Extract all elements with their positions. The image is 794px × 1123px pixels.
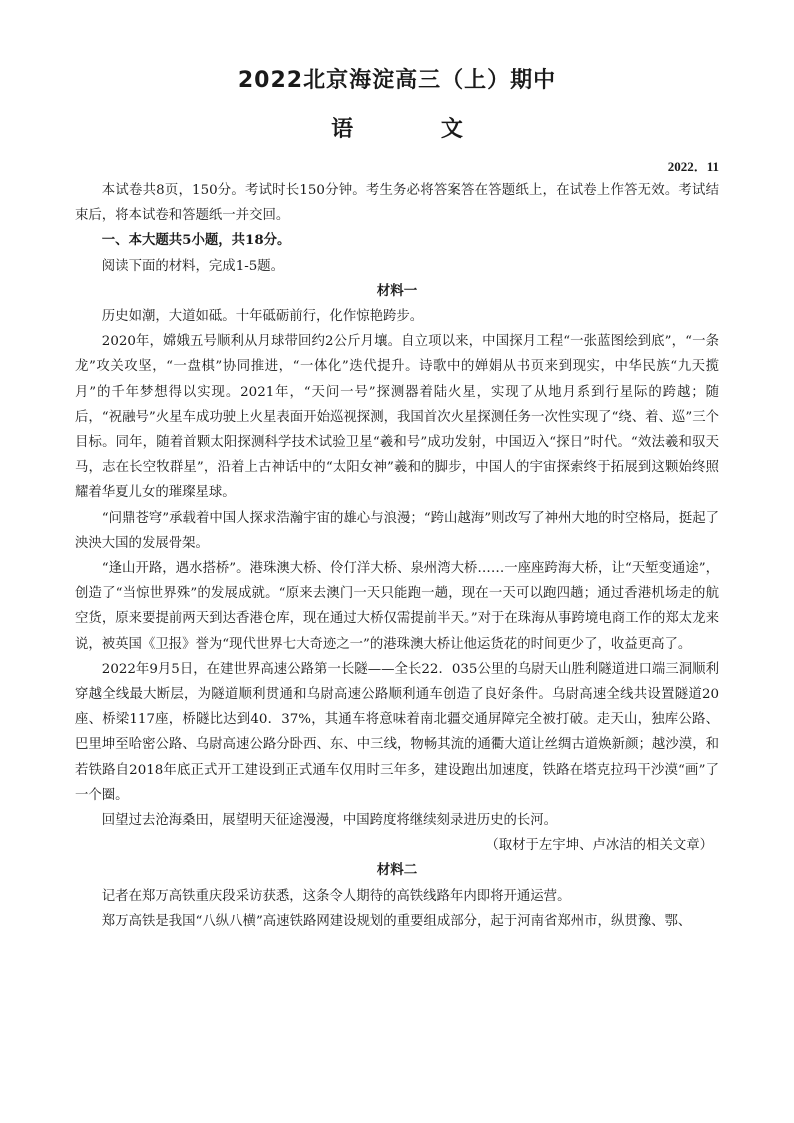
section-heading: 一、本大题共5小题，共18分。: [101, 232, 291, 249]
material-2-paragraph: 记者在郑万高铁重庆段采访获悉，这条令人期待的高铁线路年内即将开通运营。: [101, 888, 571, 904]
material-1-source: （取材于左宇坤、卢冰洁的相关文章）: [485, 838, 713, 854]
page-title: 2022北京海淀高三（上）期中: [237, 68, 557, 93]
material-1-paragraph: 2020年，嫦娥五号顺利从月球带回约2公斤月壤。自立项以来，中国探月工程“一张蓝图绘到底”，“一条龙”攻关攻坚，“一盘棋”协同推进，“一体化”迭代提升。诗歌中的婵娟从书页来到现实，中华民族“九天揽月”的千年梦想得以实现。2021年，“天问一号”探测器着陆火星，实现了从地月系到行星际的跨越；随后，“祝融号”火星车成功驶上火星表面开始巡视探测，我国首次火星探测任务一次性实现了“绕、着、巡”三个目标。同年，随着首颗太阳探测科学技术试验卫星“羲和号”成功发射，中国迈入“探日”时代。“效法羲和驭天马，志在长空牧群星”，沿着上古神话中的“太阳女神”羲和的脚步，中国人的宇宙探索终于拓展到这颗始终照耀着华夏儿女的璀璨星球。: [75, 334, 719, 501]
exam-date: 2022．11: [667, 159, 719, 174]
subject-title: 语 文: [331, 117, 503, 142]
material-2-paragraph: 郑万高铁是我国“八纵八横”高速铁路网建设规划的重要组成部分，起于河南省郑州市，纵贯豫、鄂、: [101, 913, 692, 929]
material-1-paragraph: 历史如潮，大道如砥。十年砥砺前行，化作惊艳跨步。: [101, 309, 424, 325]
material-1-paragraph: “逢山开路，遇水搭桥”。港珠澳大桥、伶仃洋大桥、泉州湾大桥……一座座跨海大桥，让“天堑变通途”，创造了“当惊世界殊”的发展成就。“原来去澳门一天只能跑一趟，现在一天可以跑四趟；通过香港机场走的航空货，原来要提前两天到达香港仓库，现在通过大桥仅需提前半天。”对于在珠海从事跨境电商工作的郑太龙来说，被英国《卫报》誉为“现代世界七大奇迹之一”的港珠澳大桥让他运货花的时间更少了，收益更高了。: [75, 561, 719, 652]
material-1-title: 材料一: [376, 282, 418, 299]
exam-body: [75, 178, 719, 934]
material-1-paragraph: 回望过去沧海桑田，展望明天征途漫漫，中国跨度将继续刻录进历史的长河。: [101, 813, 558, 829]
section-prompt: 阅读下面的材料，完成1-5题。: [101, 258, 285, 274]
instructions: 本试卷共8页，150分。考试时长150分钟。考生务必将答案答在答题纸上，在试卷上作答无效。考试结束后，将本试卷和答题纸一并交回。: [75, 183, 719, 224]
material-2-title: 材料二: [376, 862, 418, 879]
material-1-paragraph: “问鼎苍穹”承载着中国人探求浩瀚宇宙的雄心与浪漫；“跨山越海”则改写了神州大地的时空格局，挺起了泱泱大国的发展骨架。: [75, 510, 719, 551]
material-1-paragraph: 2022年9月5日，在建世界高速公路第一长隧——全长22．035公里的乌尉天山胜利隧道进口端三洞顺利穿越全线最大断层，为隧道顺利贯通和乌尉高速公路顺利通车创造了良好条件。乌尉高速全线共设置隧道20座、桥梁117座，桥隧比达到40．37%，其通车将意味着南北疆交通屏障完全被打破。走天山，独库公路、巴里坤至哈密公路、乌尉高速公路分卧西、东、中三线，物畅其流的通衢大道让丝绸古道焕新颜；越沙漠，和若铁路自2018年底正式开工建设到正式通车仅用时三年多，建设跑出加速度，铁路在塔克拉玛干沙漠“画”了一个圈。: [75, 661, 719, 803]
